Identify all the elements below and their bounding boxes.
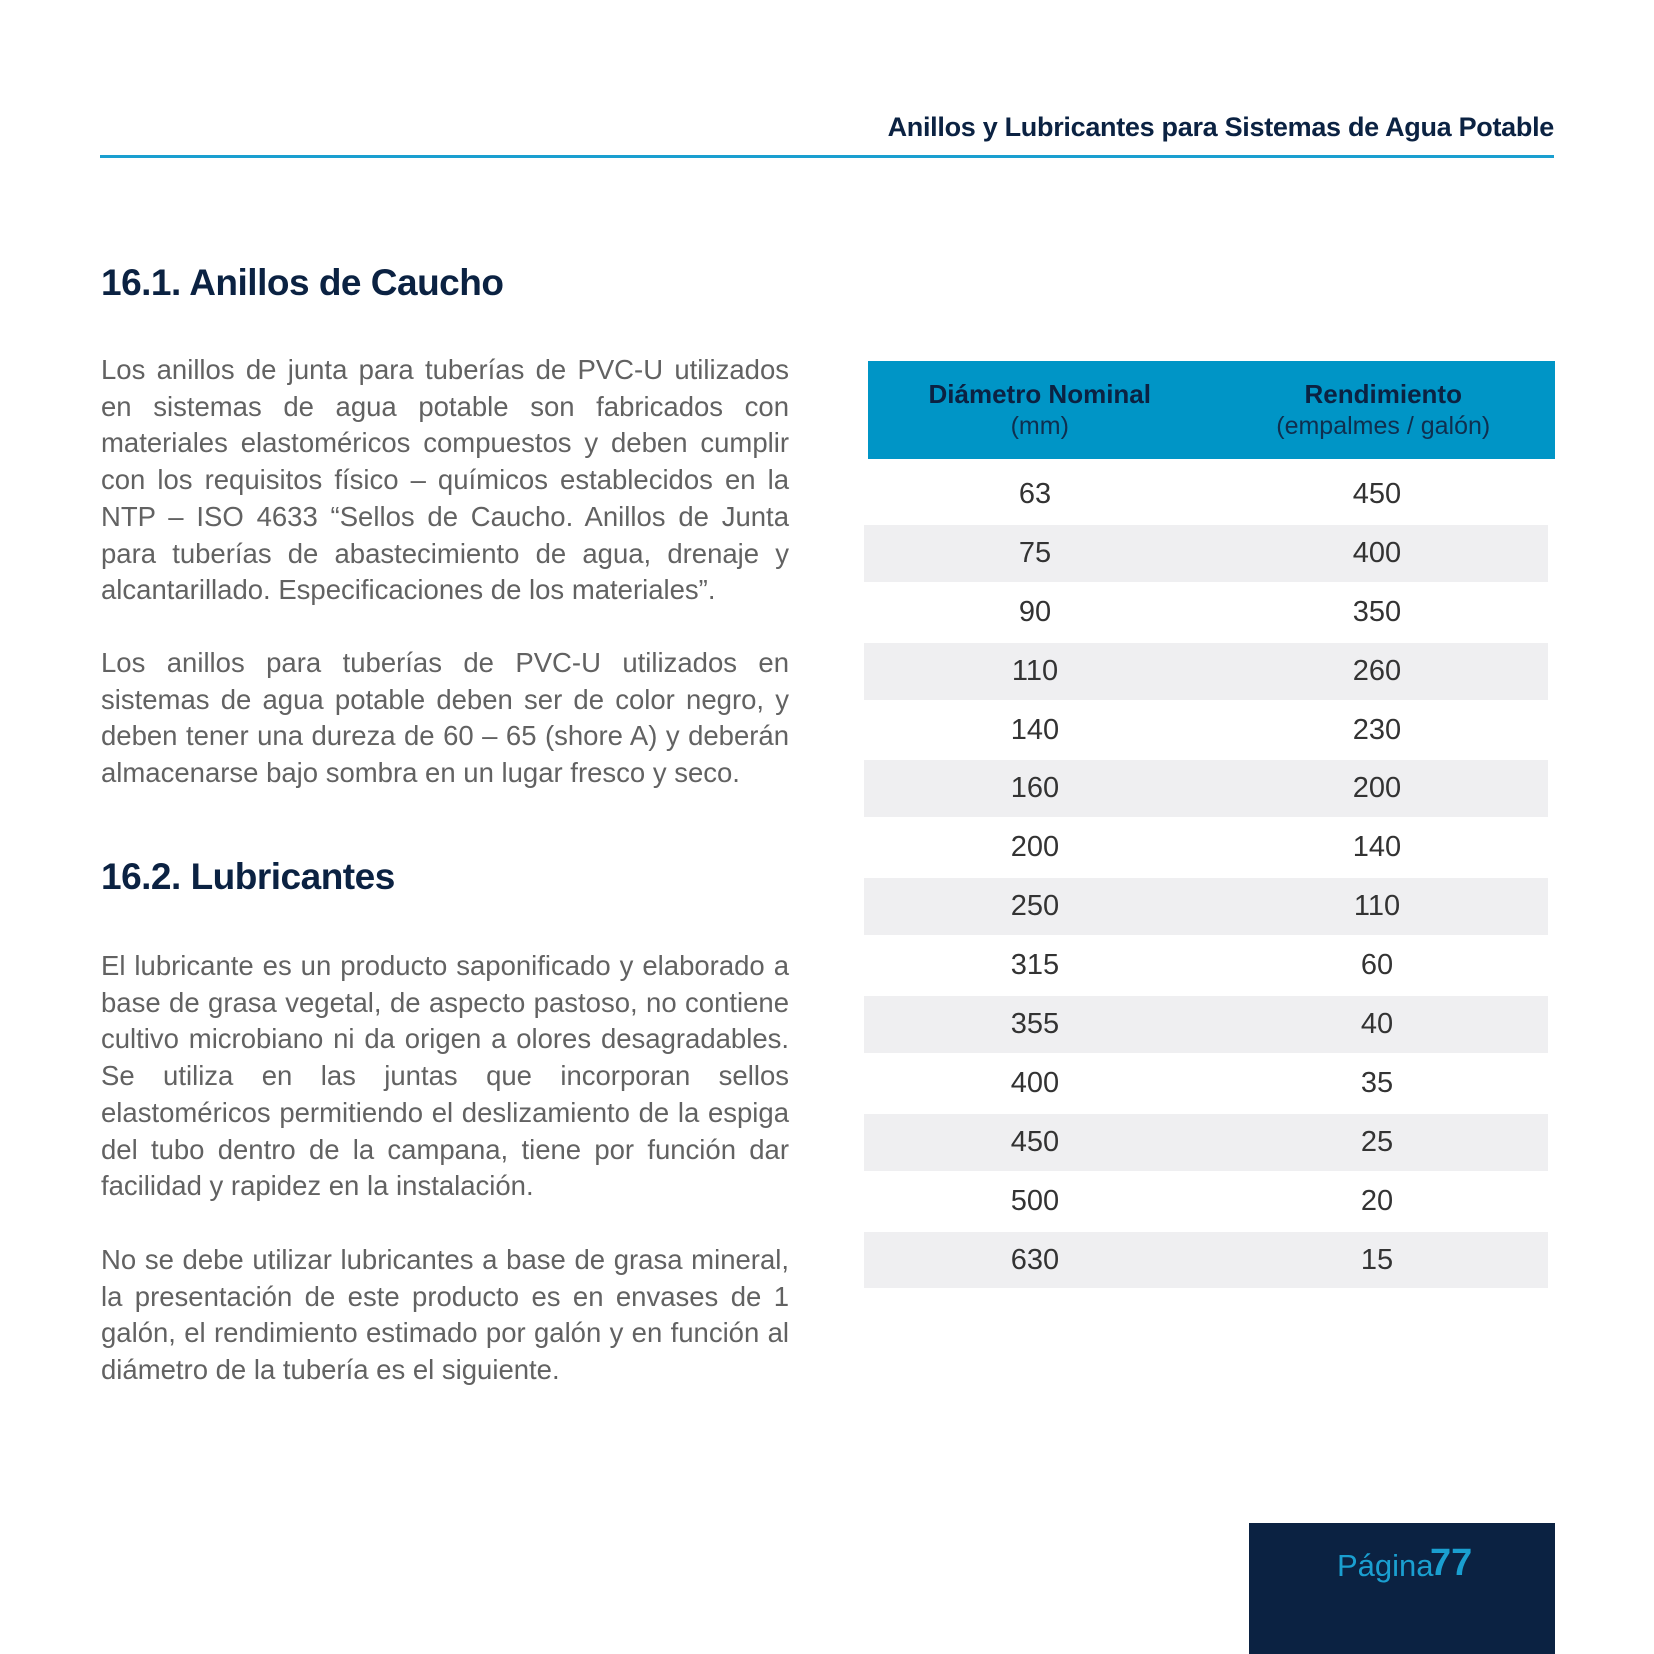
cell-rendimiento: 450 <box>1352 477 1402 510</box>
cell-rendimiento: 200 <box>1352 772 1402 805</box>
table-row <box>864 1173 1548 1232</box>
cell-rendimiento: 15 <box>1360 1243 1394 1276</box>
section-title-lubricantes: 16.2. Lubricantes <box>101 856 395 897</box>
cell-rendimiento: 260 <box>1352 654 1402 687</box>
table-body <box>864 466 1548 1290</box>
cell-diametro: 75 <box>1018 536 1052 569</box>
table-row <box>864 584 1548 643</box>
cell-diametro: 200 <box>1010 831 1060 864</box>
cell-rendimiento: 350 <box>1352 595 1402 628</box>
table-row <box>864 996 1548 1055</box>
column-title: Rendimiento <box>1304 379 1462 409</box>
cell-rendimiento: 40 <box>1360 1007 1394 1040</box>
table-row <box>864 643 1548 702</box>
cell-rendimiento: 35 <box>1360 1066 1394 1099</box>
column-header-diametro <box>868 361 1212 459</box>
paragraph-anillos-1: Los anillos de junta para tuberías de PVC-U utilizados en sistemas de agua potable son fabricados con materiales elastoméricos compuestos y deben cumplir con los requisitos físico – químicos establecidos en la NTP – ISO 4633 “Sellos de Caucho. Anillos de Junta para tuberías de abastecimiento de agua, drenaje y alcantarillado. Especificaciones de los materiales”. <box>101 354 789 606</box>
cell-rendimiento: 110 <box>1353 890 1401 923</box>
section-title-anillos: 16.1. Anillos de Caucho <box>101 262 504 303</box>
table-row <box>864 760 1548 819</box>
cell-diametro: 63 <box>1018 477 1052 510</box>
column-unit: (mm) <box>1010 412 1069 440</box>
column-unit: (empalmes / galón) <box>1276 412 1491 440</box>
cell-rendimiento: 230 <box>1352 713 1402 746</box>
table-row <box>864 819 1548 878</box>
page-number: 77 <box>1430 1542 1473 1584</box>
cell-rendimiento: 20 <box>1360 1184 1394 1217</box>
cell-diametro: 315 <box>1010 949 1060 982</box>
cell-diametro: 355 <box>1010 1007 1060 1040</box>
paragraph-lubricantes-1: El lubricante es un producto saponificado y elaborado a base de grasa vegetal, de aspecto pastoso, no contiene cultivo microbiano ni da origen a olores desagradables. Se utiliza en las juntas que incorporan sellos elastoméricos permitiendo el deslizamiento de la espiga del tubo dentro de la campana, tiene por función dar facilidad y rapidez en la instalación. <box>101 950 789 1202</box>
table-row <box>864 1114 1548 1173</box>
page-label: Página <box>1337 1548 1434 1583</box>
column-title: Diámetro Nominal <box>928 379 1151 409</box>
table-row <box>864 1232 1548 1291</box>
cell-diametro: 630 <box>1010 1243 1060 1276</box>
running-header-title: Anillos y Lubricantes para Sistemas de Agua Potable <box>887 112 1554 142</box>
cell-rendimiento: 25 <box>1360 1125 1394 1158</box>
cell-rendimiento: 140 <box>1352 831 1402 864</box>
table-row <box>864 702 1548 761</box>
column-header-rendimiento <box>1212 361 1556 459</box>
cell-diametro: 250 <box>1010 890 1060 923</box>
paragraph-lubricantes-2: No se debe utilizar lubricantes a base de grasa mineral, la presentación de este producto es en envases de 1 galón, el rendimiento estimado por galón y en función al diámetro de la tubería es el siguiente. <box>101 1244 789 1386</box>
cell-diametro: 160 <box>1010 772 1060 805</box>
cell-diametro: 400 <box>1010 1066 1060 1099</box>
table-row <box>864 525 1548 584</box>
paragraph-anillos-2: Los anillos para tuberías de PVC-U utilizados en sistemas de agua potable deben ser de color negro, y deben tener una dureza de 60 – 65 (shore A) y deberán almacenarse bajo sombra en un lugar fresco y seco. <box>101 647 789 789</box>
cell-diametro: 140 <box>1010 713 1060 746</box>
cell-diametro: 90 <box>1018 595 1052 628</box>
cell-diametro: 500 <box>1010 1184 1060 1217</box>
cell-diametro: 110 <box>1011 654 1059 687</box>
table-header <box>868 361 1555 459</box>
table-row <box>864 466 1548 525</box>
cell-rendimiento: 60 <box>1360 949 1394 982</box>
table-row <box>864 878 1548 937</box>
table-row <box>864 1055 1548 1114</box>
table-row <box>864 937 1548 996</box>
cell-diametro: 450 <box>1010 1125 1060 1158</box>
cell-rendimiento: 400 <box>1352 536 1402 569</box>
page-number-box <box>1249 1523 1555 1654</box>
header-divider <box>100 155 1554 158</box>
